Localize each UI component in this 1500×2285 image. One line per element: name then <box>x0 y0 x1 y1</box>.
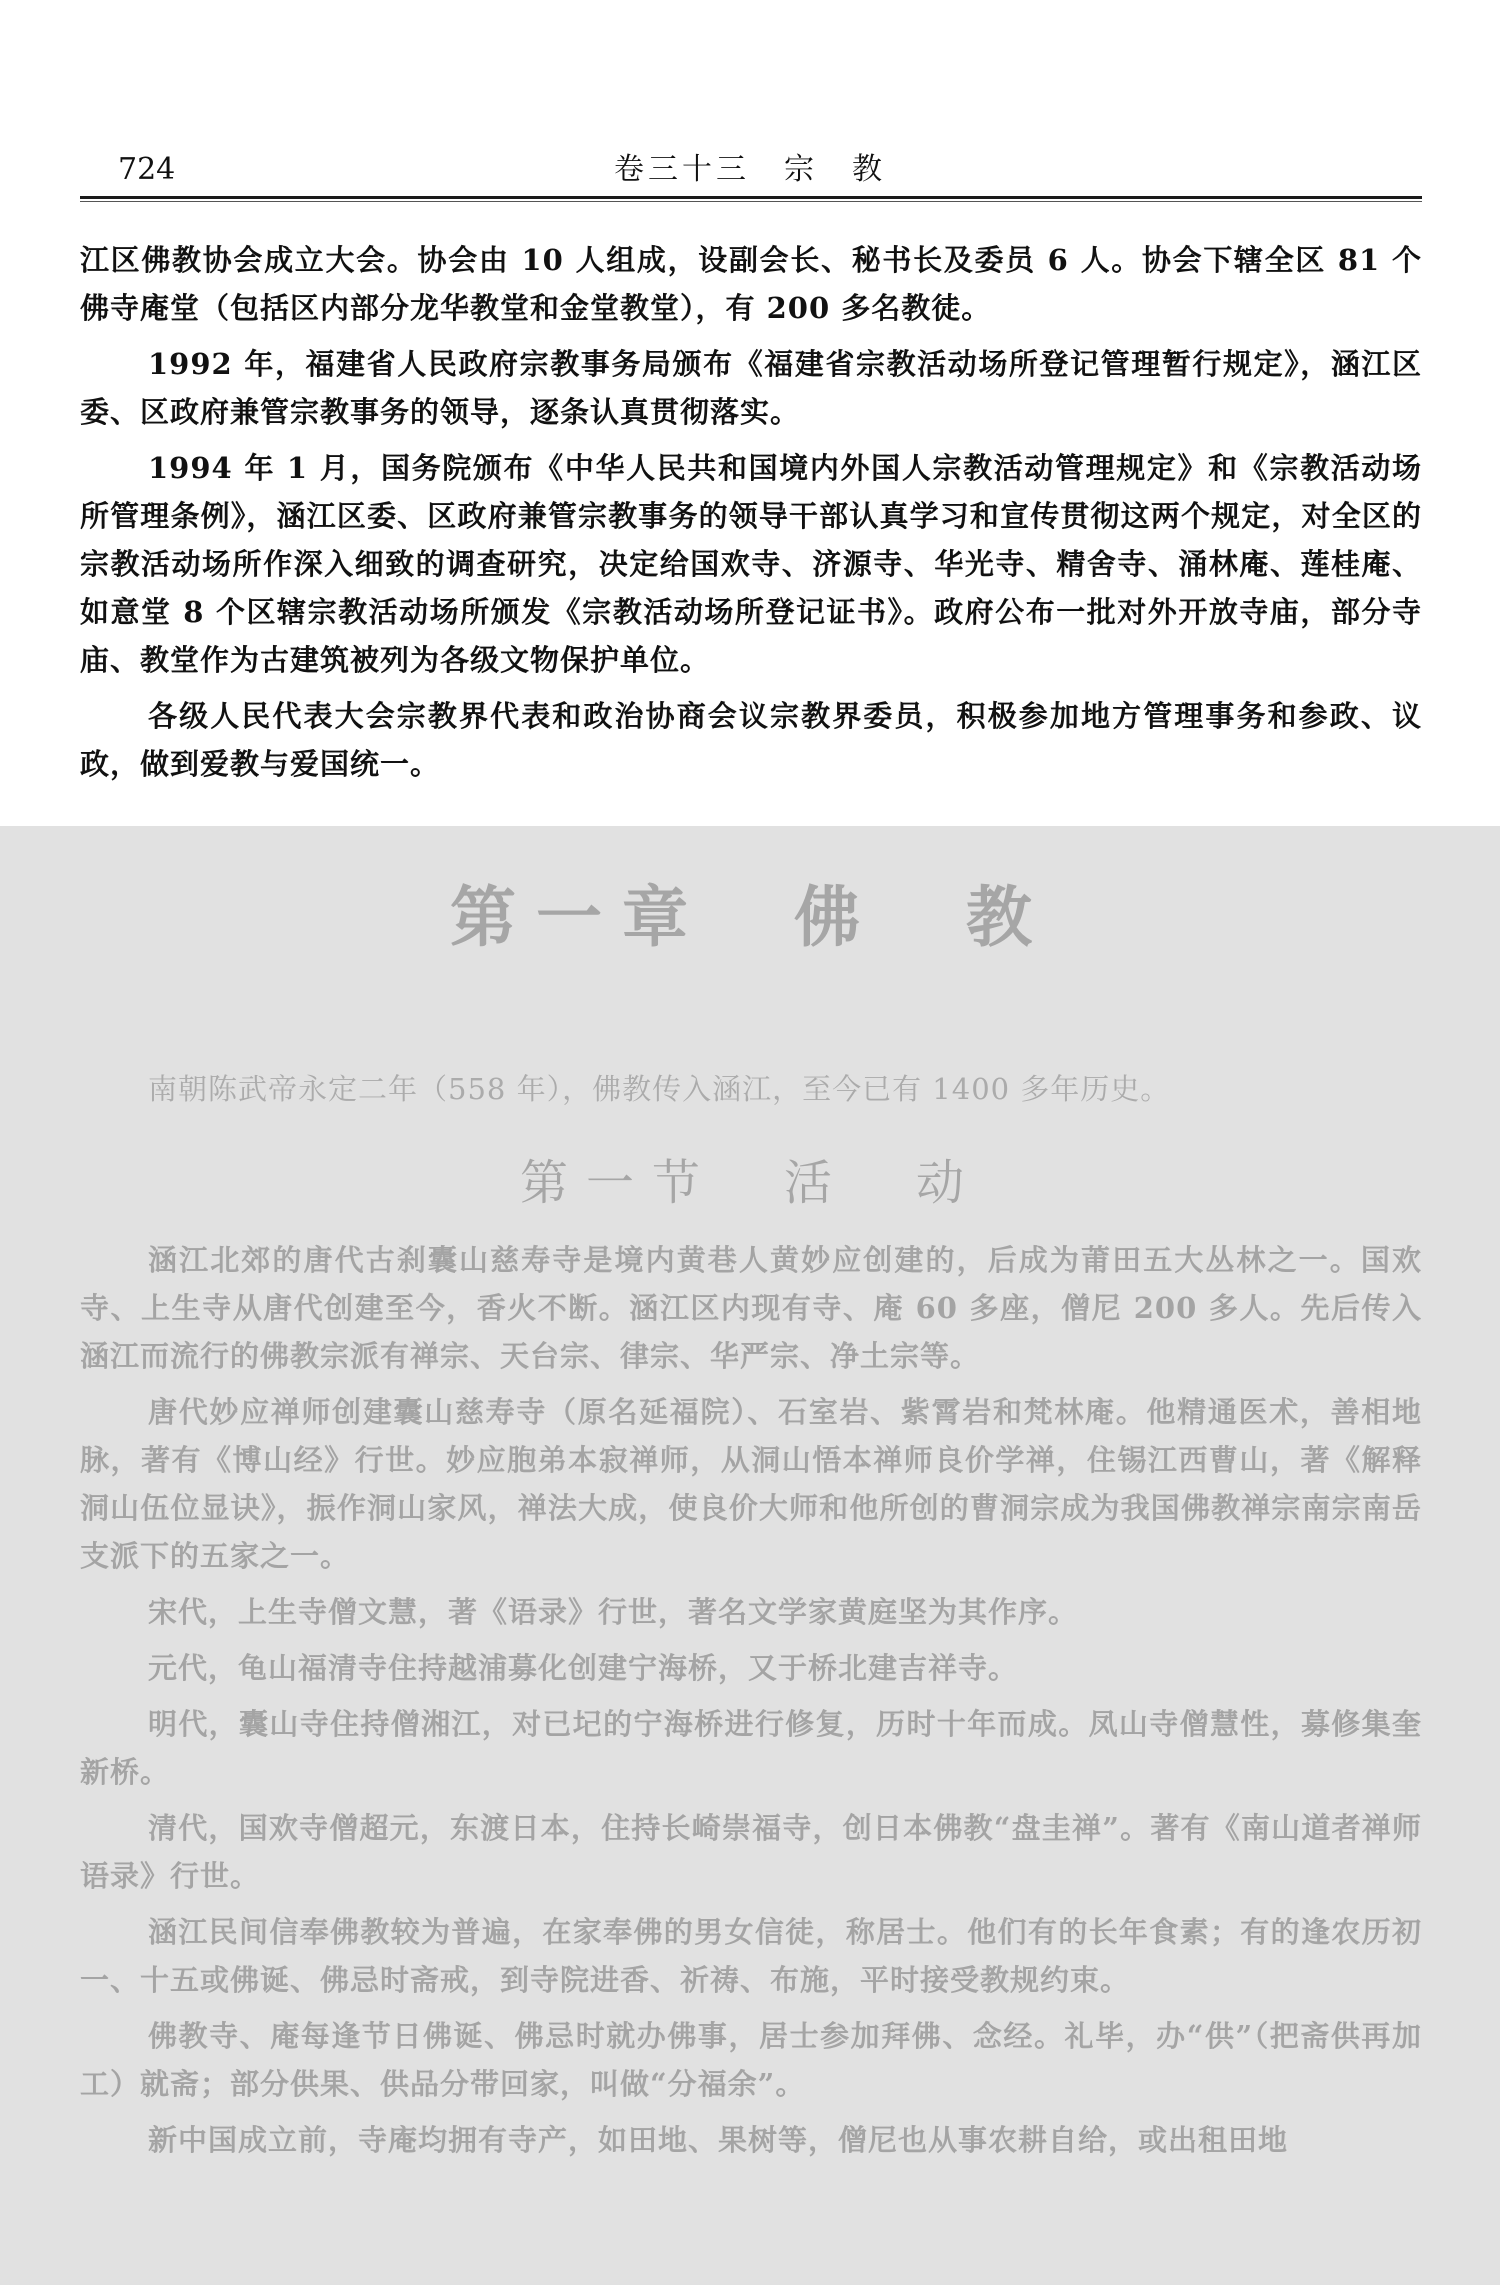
paragraph: 佛教寺、庵每逢节日佛诞、佛忌时就办佛事，居士参加拜佛、念经。礼毕，办“供”（把斋供再加工）就斋；部分供果、供品分带回家，叫做“分福余”。 <box>80 2019 1422 2101</box>
paragraph: 宋代，上生寺僧文慧，著《语录》行世，著名文学家黄庭坚为其作序。 <box>148 1595 1079 1629</box>
continued-text-section <box>80 236 1422 796</box>
section-title: 第一节 活 动 <box>519 1155 982 1211</box>
paragraph: 明代，囊山寺住持僧湘江，对已圮的宁海桥进行修复，历时十年而成。凤山寺僧慧性，募修集奎新桥。 <box>80 1707 1422 1789</box>
paragraph: 涵江民间信奉佛教较为普遍，在家奉佛的男女信徒，称居士。他们有的长年食素；有的逢农历初一、十五或佛诞、佛忌时斋戒，到寺院进香、祈祷、布施，平时接受教规约束。 <box>80 1915 1422 1997</box>
section-body <box>80 1236 1422 2172</box>
chapter-title: 第一章 佛 教 <box>450 878 1052 956</box>
paragraph: 新中国成立前，寺庵均拥有寺产，如田地、果树等，僧尼也从事农耕自给，或出租田地 <box>148 2123 1289 2157</box>
chapter-intro: 南朝陈武帝永定二年（558 年），佛教传入涵江，至今已有 1400 多年历史。 <box>148 1072 1171 1106</box>
paragraph: 1994 年 1 月，国务院颁布《中华人民共和国境内外国人宗教活动管理规定》和《宗教活动场所管理条例》，涵江区委、区政府兼管宗教事务的领导干部认真学习和宣传贯彻这两个规定，对全区的宗教活动场所作深入细致的调查研究，决定给国欢寺、济源寺、华光寺、精舍寺、涌林庵、莲桂庵、如意堂 8 个区辖宗教活动场所颁发《宗教活动场所登记证书》。政府公布一批对外开放寺庙，部分寺庙、教堂作为古建筑被列为各级文物保护单位。 <box>80 451 1422 677</box>
page-header <box>80 150 1420 190</box>
paragraph: 各级人民代表大会宗教界代表和政治协商会议宗教界委员，积极参加地方管理事务和参政、议政，做到爱教与爱国统一。 <box>80 699 1422 781</box>
paragraph: 清代，国欢寺僧超元，东渡日本，住持长崎崇福寺，创日本佛教“盘圭禅”。著有《南山道者禅师语录》行世。 <box>80 1811 1422 1893</box>
paragraph: 江区佛教协会成立大会。协会由 10 人组成，设副会长、秘书长及委员 6 人。协会下辖全区 81 个佛寺庵堂（包括区内部分龙华教堂和金堂教堂），有 200 多名教徒。 <box>80 243 1422 325</box>
paragraph: 1992 年，福建省人民政府宗教事务局颁布《福建省宗教活动场所登记管理暂行规定》，涵江区委、区政府兼管宗教事务的领导，逐条认真贯彻落实。 <box>80 347 1422 429</box>
header-rule <box>80 196 1422 199</box>
header-rule-thin <box>80 201 1422 202</box>
faded-chapter-section <box>0 826 1500 2285</box>
paragraph: 涵江北郊的唐代古刹囊山慈寿寺是境内黄巷人黄妙应创建的，后成为莆田五大丛林之一。国欢寺、上生寺从唐代创建至今，香火不断。涵江区内现有寺、庵 60 多座，僧尼 200 多人。先后传入涵江而流行的佛教宗派有禅宗、天台宗、律宗、华严宗、净土宗等。 <box>80 1243 1422 1373</box>
page-number: 724 <box>118 152 176 187</box>
paragraph: 元代，龟山福清寺住持越浦募化创建宁海桥，又于桥北建吉祥寺。 <box>148 1651 1019 1685</box>
paragraph: 唐代妙应禅师创建囊山慈寿寺（原名延福院）、石室岩、紫霄岩和梵林庵。他精通医术，善相地脉，著有《博山经》行世。妙应胞弟本寂禅师，从洞山悟本禅师良价学禅，住锡江西曹山，著《解释洞山伍位显诀》，振作洞山家风，禅法大成，使良价大师和他所创的曹洞宗成为我国佛教禅宗南宗南岳支派下的五家之一。 <box>80 1395 1422 1573</box>
running-head: 卷三十三 宗 教 <box>614 152 886 187</box>
